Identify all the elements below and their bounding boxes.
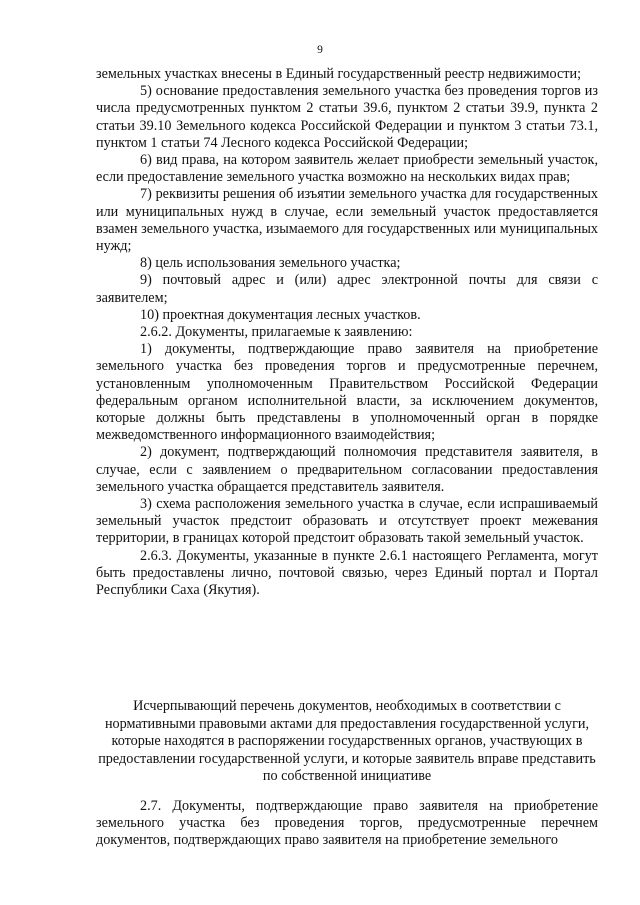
section-heading: Исчерпывающий перечень документов, необходимых в соответствии с нормативными правовыми актами для предоставления государственной услуги, которые находятся в распоряжении государственных органов, участвующих в предоставлении государственной услуги, и которые заявитель вправе представить по собственной инициативе xyxy=(98,698,596,785)
page-number: 9 xyxy=(317,44,323,56)
list-item-5: 5) основание предоставления земельного участка без проведения торгов из числа предусмотренных пунктом 2 статьи 39.6, пунктом 2 статьи 39.9, пункта 2 статьи 39.10 Земельного кодекса Российской Федерации и пунктом 3 статьи 73.1, пунктом 1 статьи 74 Лесного кодекса Российской Федерации; xyxy=(96,83,598,151)
list-item-9: 9) почтовый адрес и (или) адрес электронной почты для связи с заявителем; xyxy=(96,272,598,306)
attachment-item-1: 1) документы, подтверждающие право заявителя на приобретение земельного участка без проведения торгов и предусмотренные перечнем, установленным уполномоченным Правительством Российской Федерации федеральным органом исполнительной власти, за исключением документов, которые должны быть представлены в уполномоченный орган в порядке межведомственного информационного взаимодействия; xyxy=(96,341,598,444)
clause-2-7: 2.7. Документы, подтверждающие право заявителя на приобретение земельного участка без проведения торгов, предусмотренные перечнем документов, подтверждающих право заявителя на приобретение земельного xyxy=(96,798,598,849)
list-item-8: 8) цель использования земельного участка; xyxy=(140,255,401,272)
document-body-tail xyxy=(96,798,598,850)
paragraph-continuation: земельных участках внесены в Единый государственный реестр недвижимости; xyxy=(96,66,582,82)
attachment-item-2: 2) документ, подтверждающий полномочия представителя заявителя, в случае, если с заявлением о предварительном согласовании предоставления земельного участка обращается представитель заявителя. xyxy=(96,444,598,495)
clause-2-6-3: 2.6.3. Документы, указанные в пункте 2.6.1 настоящего Регламента, могут быть предоставлены лично, почтовой связью, через Единый портал и Портал Республики Саха (Якутия). xyxy=(96,547,598,599)
list-item-6: 6) вид права, на котором заявитель желает приобрести земельный участок, если предоставление земельного участка возможно на нескольких видах прав; xyxy=(96,152,598,186)
list-item-7: 7) реквизиты решения об изъятии земельного участка для государственных или муниципальных нужд в случае, если земельный участок предоставляется взамен земельного участка, изымаемого для государственных или муниципальных нужд; xyxy=(96,186,598,255)
clause-2-6-2: 2.6.2. Документы, прилагаемые к заявлению: xyxy=(140,324,413,341)
attachment-item-3: 3) схема расположения земельного участка в случае, если испрашиваемый земельный участок предстоит образовать и отсутствует проект межевания территории, в границах которой предстоит образовать такой земельный участок. xyxy=(96,496,598,547)
list-item-10: 10) проектная документация лесных участков. xyxy=(140,306,421,323)
document-body xyxy=(96,66,598,599)
